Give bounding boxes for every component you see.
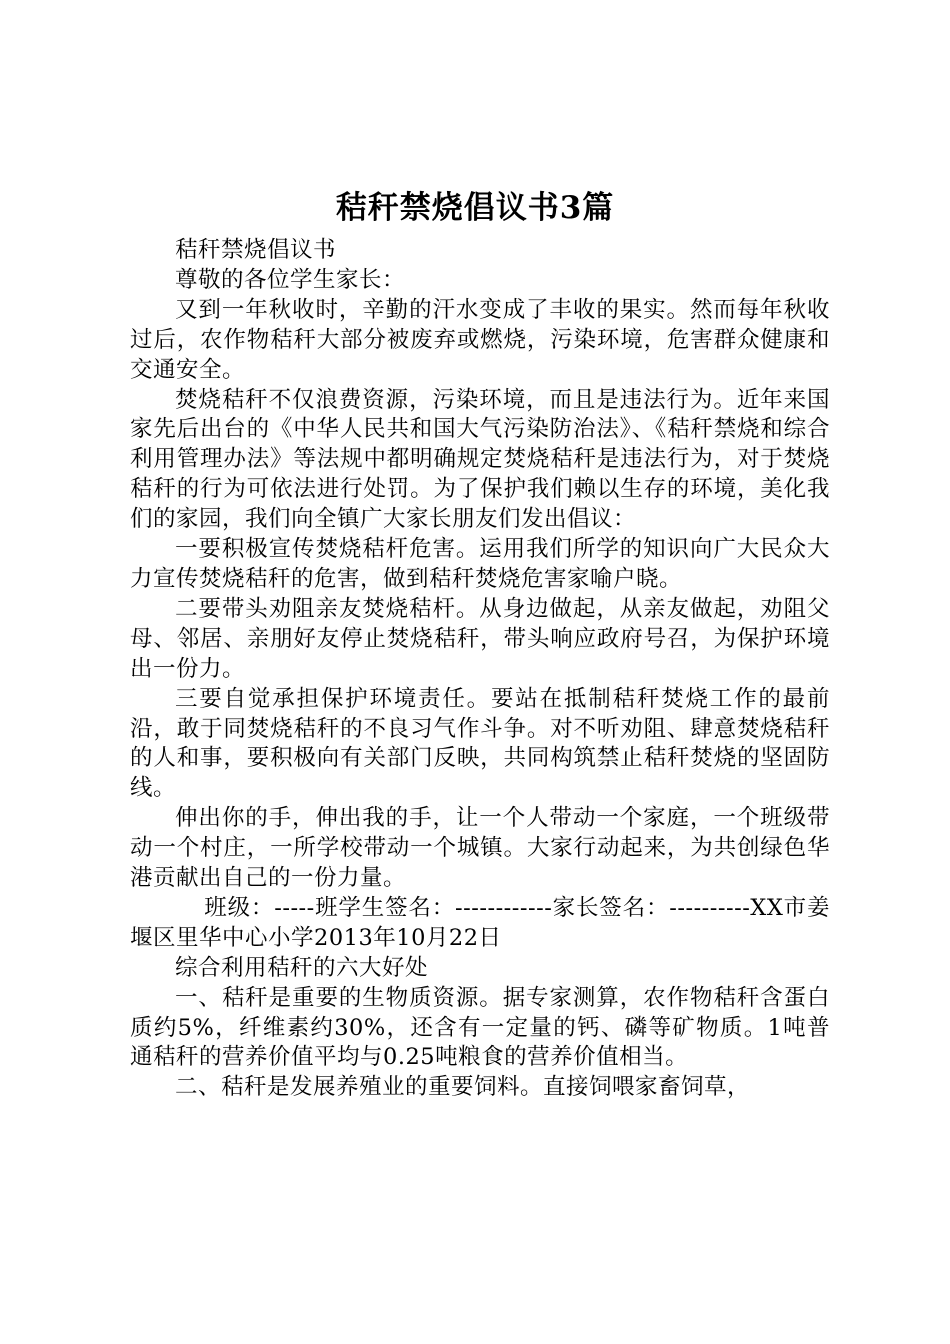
- document-title: 秸秆禁烧倡议书3篇: [335, 190, 615, 226]
- paragraph-benefit-2: 二、秸秆是发展养殖业的重要饲料。直接饲喂家畜饲草，: [175, 1074, 751, 1101]
- paragraph-proposal-1: 一要积极宣传焚烧秸杆危害。运用我们所学的知识向广大民众大力宣传焚烧秸秆的危害，做到秸秆焚烧危害家喻户晓。: [130, 536, 830, 592]
- document-body: [130, 236, 830, 1103]
- paragraph-salutation: 尊敬的各位学生家长：: [175, 266, 406, 293]
- paragraph-subtitle: 秸秆禁烧倡议书: [175, 237, 337, 263]
- paragraph-signature: 班级：-----班学生签名：------------家长签名：----------XX市姜堰区里华中心小学2013年10月22日: [130, 894, 830, 951]
- paragraph-proposal-2: 二要带头劝阻亲友焚烧秸杆。从身边做起，从亲友做起，劝阻父母、邻居、亲朋好友停止焚烧秸秆，带头响应政府号召，为保护环境出一份力。: [130, 595, 830, 682]
- paragraph-law: 焚烧秸秆不仅浪费资源，污染环境，而且是违法行为。近年来国家先后出台的《中华人民共和国大气污染防治法》、《秸秆禁烧和综合利用管理办法》等法规中都明确规定焚烧秸秆是违法行为，对于焚烧秸秆的行为可依法进行处罚。为了保护我们赖以生存的环境，美化我们的家园，我们向全镇广大家长朋友们发出倡议：: [130, 386, 830, 533]
- paragraph-proposal-3: 三要自觉承担保护环境责任。要站在抵制秸秆焚烧工作的最前沿，敢于同焚烧秸秆的不良习气作斗争。对不听劝阻、肆意焚烧秸秆的人和事，要积极向有关部门反映，共同构筑禁止秸秆焚烧的坚固防线。: [130, 685, 830, 802]
- paragraph-section-heading: 综合利用秸秆的六大好处: [175, 954, 429, 981]
- paragraph-intro: 又到一年秋收时，辛勤的汗水变成了丰收的果实。然而每年秋收过后，农作物秸秆大部分被废弃或燃烧，污染环境，危害群众健康和交通安全。: [130, 296, 830, 383]
- paragraph-call-to-action: 伸出你的手，伸出我的手，让一个人带动一个家庭，一个班级带动一个村庄，一所学校带动一个城镇。大家行动起来，为共创绿色华港贡献出自己的一份力量。: [130, 805, 830, 892]
- paragraph-benefit-1: 一、秸秆是重要的生物质资源。据专家测算，农作物秸秆含蛋白质约5%，纤维素约30%，还含有一定量的钙、磷等矿物质。1吨普通秸秆的营养价值平均与0.25吨粮食的营养价值相当。: [130, 984, 830, 1071]
